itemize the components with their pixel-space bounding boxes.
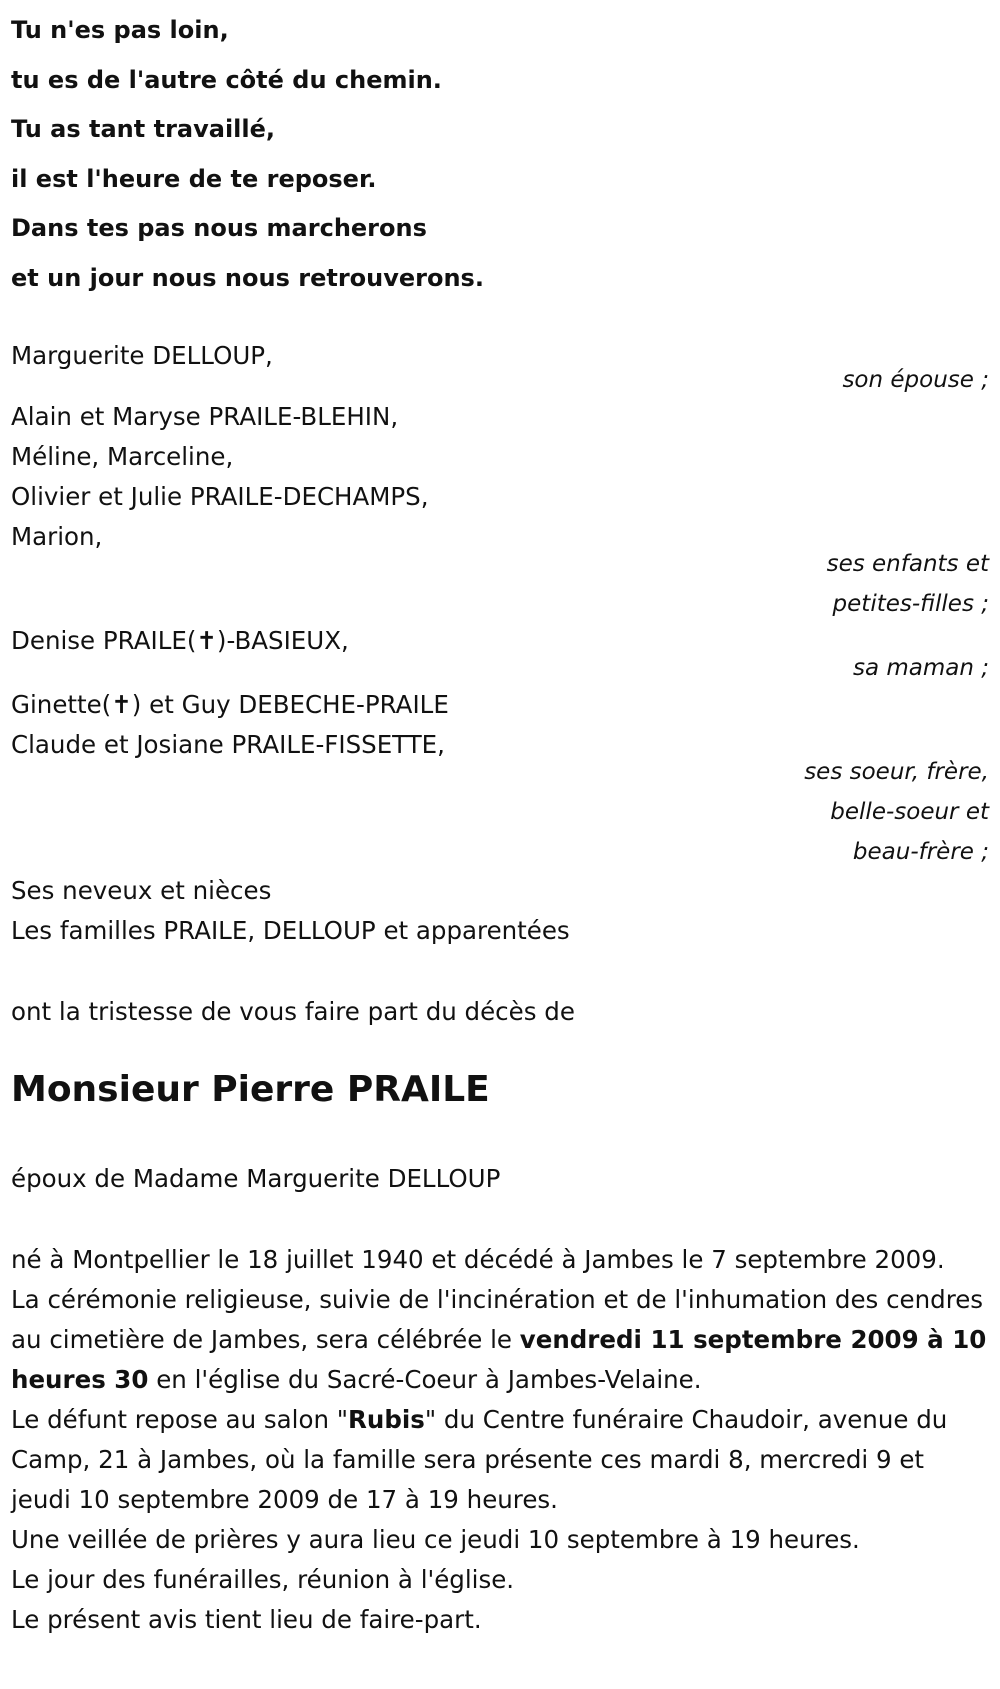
child-name: Méline, Marceline, bbox=[11, 442, 234, 471]
cross-icon: ✝ bbox=[111, 690, 132, 719]
birth-death: né à Montpellier le 18 juillet 1940 et décédé à Jambes le 7 septembre 2009. bbox=[11, 1245, 945, 1274]
siblings-relation: belle-soeur et bbox=[830, 799, 989, 825]
ceremony-info bbox=[11, 1280, 989, 1400]
ceremony-date: vendredi 11 septembre 2009 à 10 heures 30 bbox=[11, 1325, 987, 1394]
notice-info: Le présent avis tient lieu de faire-part. bbox=[11, 1605, 482, 1634]
mother-name bbox=[11, 621, 349, 661]
poem-line: il est l'heure de te reposer. bbox=[11, 164, 377, 193]
ceremony-before: La cérémonie religieuse, suivie de l'incinération et de l'inhumation des cendres au cimetière de Jambes, sera célébrée le bbox=[11, 1285, 984, 1354]
siblings-relation: ses soeur, frère, bbox=[804, 759, 989, 785]
mother-relation: sa maman ; bbox=[852, 655, 989, 681]
sibling-name bbox=[11, 685, 449, 725]
announcement-text: ont la tristesse de vous faire part du décès de bbox=[11, 997, 575, 1026]
cross-icon: ✝ bbox=[196, 626, 217, 655]
salon-info bbox=[11, 1400, 989, 1520]
child-name: Marion, bbox=[11, 522, 103, 551]
other-relatives: Ses neveux et nièces bbox=[11, 876, 272, 905]
sibling-name-after: ) et Guy DEBECHE-PRAILE bbox=[131, 690, 449, 719]
ceremony-after: en l'église du Sacré-Coeur à Jambes-Velaine. bbox=[148, 1365, 702, 1394]
salon-name: Rubis bbox=[348, 1405, 425, 1434]
child-name: Olivier et Julie PRAILE-DECHAMPS, bbox=[11, 482, 429, 511]
sibling-name: Claude et Josiane PRAILE-FISSETTE, bbox=[11, 730, 445, 759]
poem-line: tu es de l'autre côté du chemin. bbox=[11, 65, 442, 94]
funeral-day-info: Le jour des funérailles, réunion à l'église. bbox=[11, 1565, 515, 1594]
mother-name-before: Denise PRAILE( bbox=[11, 626, 197, 655]
poem bbox=[11, 6, 484, 303]
poem-line: et un jour nous nous retrouverons. bbox=[11, 263, 484, 292]
details-text bbox=[11, 1240, 989, 1640]
spouse-relation: son épouse ; bbox=[842, 367, 989, 393]
salon-before: Le défunt repose au salon " bbox=[11, 1405, 349, 1434]
vigil-info: Une veillée de prières y aura lieu ce jeudi 10 septembre à 19 heures. bbox=[11, 1525, 860, 1554]
poem-line: Tu n'es pas loin, bbox=[11, 16, 229, 44]
poem-line: Tu as tant travaillé, bbox=[11, 115, 276, 143]
children-relation: ses enfants et bbox=[826, 551, 989, 577]
child-name: Alain et Maryse PRAILE-BLEHIN, bbox=[11, 402, 399, 431]
mother-name-after: )-BASIEUX, bbox=[216, 626, 349, 655]
poem-line: Dans tes pas nous marcherons bbox=[11, 214, 427, 242]
spouse-of: époux de Madame Marguerite DELLOUP bbox=[11, 1164, 501, 1193]
salon-after: " du Centre funéraire Chaudoir, avenue du Camp, 21 à Jambes, où la famille sera présente ces mardi 8, mercredi 9 et jeudi 10 septembre 2009 de 17 à 19 heures. bbox=[11, 1405, 948, 1514]
spouse-name: Marguerite DELLOUP, bbox=[11, 341, 273, 370]
deceased-name-title: Monsieur Pierre PRAILE bbox=[11, 1069, 490, 1110]
children-relation: petites-filles ; bbox=[832, 591, 989, 617]
sibling-name-before: Ginette( bbox=[11, 690, 112, 719]
other-relatives: Les familles PRAILE, DELLOUP et apparentées bbox=[11, 916, 570, 945]
siblings-relation: beau-frère ; bbox=[852, 839, 989, 865]
